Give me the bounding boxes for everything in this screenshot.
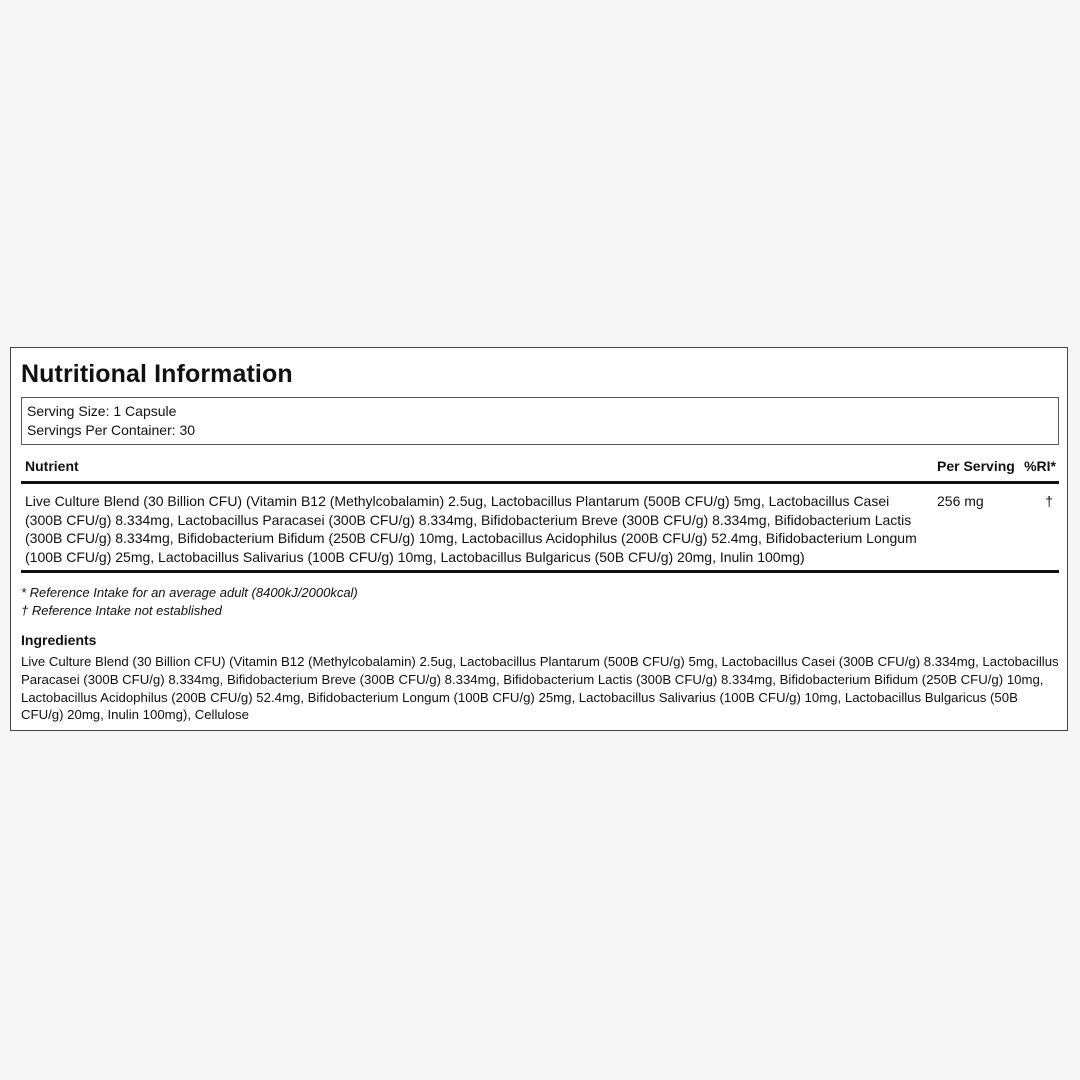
- serving-info-box: [21, 397, 1059, 445]
- ingredients-text: Live Culture Blend (30 Billion CFU) (Vitamin B12 (Methylcobalamin) 2.5ug, Lactobacillus Plantarum (500B CFU/g) 5mg, Lactobacillus Casei (300B CFU/g) 8.334mg, Lactobacillus Paracasei (300B CFU/g) 8.334mg, Bifidobacterium Breve (300B CFU/g) 8.334mg, Bifidobacterium Lactis (300B CFU/g) 8.334mg, Bifidobacterium Bifidum (250B CFU/g) 10mg, Lactobacillus Acidophilus (200B CFU/g) 52.4mg, Bifidobacterium Longum (100B CFU/g) 25mg, Lactobacillus Salivarius (100B CFU/g) 10mg, Lactobacillus Bulgaricus (50B CFU/g) 20mg, Inulin 100mg), Cellulose: [21, 654, 1059, 723]
- nutrition-panel: [10, 347, 1068, 731]
- per-serving-cell: 256 mg: [937, 493, 984, 509]
- nutrient-table-header: [21, 455, 1059, 484]
- footnote-not-established: † Reference Intake not established: [21, 603, 222, 618]
- servings-per-container: Servings Per Container: 30: [27, 422, 196, 438]
- footnote-reference-intake: * Reference Intake for an average adult (8400kJ/2000kcal): [21, 585, 358, 600]
- serving-size: Serving Size: 1 Capsule: [27, 403, 177, 419]
- column-header-nutrient: Nutrient: [25, 458, 79, 474]
- column-header-per-serving: Per Serving: [937, 458, 1015, 474]
- page-title: Nutritional Information: [21, 360, 293, 388]
- footnotes: [21, 584, 358, 620]
- ri-cell: †: [1045, 493, 1053, 509]
- nutrient-cell: Live Culture Blend (30 Billion CFU) (Vitamin B12 (Methylcobalamin) 2.5ug, Lactobacillus Plantarum (500B CFU/g) 5mg, Lactobacillus Casei (300B CFU/g) 8.334mg, Lactobacillus Paracasei (300B CFU/g) 8.334mg, Bifidobacterium Breve (300B CFU/g) 8.334mg, Bifidobacterium Lactis (300B CFU/g) 8.334mg, Bifidobacterium Bifidum (250B CFU/g) 10mg, Lactobacillus Acidophilus (200B CFU/g) 52.4mg, Bifidobacterium Longum (100B CFU/g) 25mg, Lactobacillus Salivarius (100B CFU/g) 10mg, Lactobacillus Bulgaricus (50B CFU/g) 20mg, Inulin 100mg): [25, 493, 917, 565]
- ingredients-heading: Ingredients: [21, 632, 97, 648]
- table-row: [21, 484, 1059, 573]
- column-header-ri: %RI*: [1024, 458, 1056, 474]
